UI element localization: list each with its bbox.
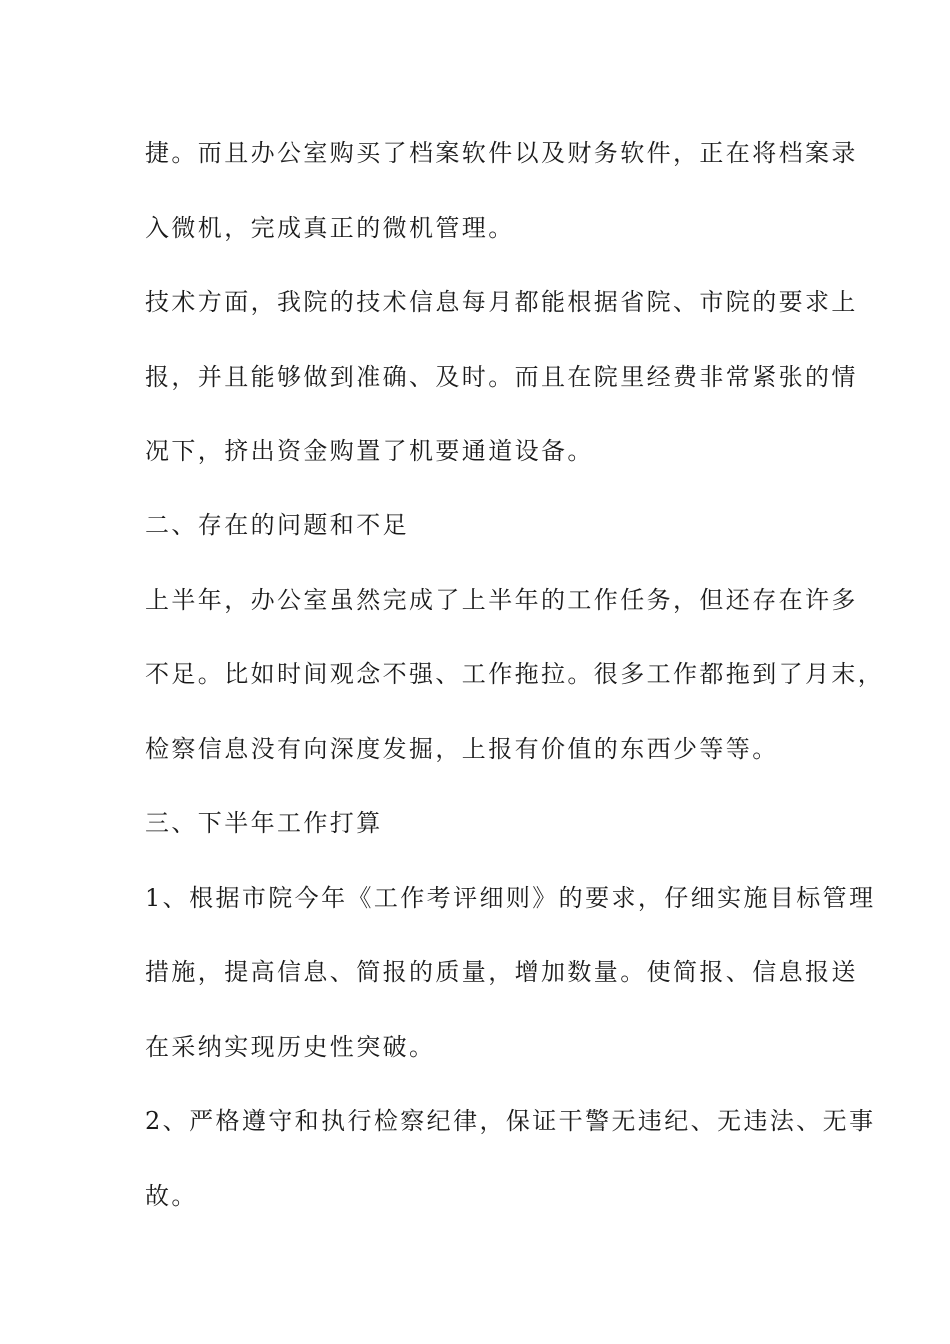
paragraph-line: 措施，提高信息、简报的质量，增加数量。使简报、信息报送 [145, 958, 858, 986]
paragraph-line: 上半年，办公室虽然完成了上半年的工作任务，但还存在许多 [145, 586, 858, 614]
paragraph-line: 不足。比如时间观念不强、工作拖拉。很多工作都拖到了月末， [145, 660, 885, 688]
paragraph-line: 技术方面，我院的技术信息每月都能根据省院、市院的要求上 [145, 288, 858, 316]
paragraph-line: 况下，挤出资金购置了机要通道设备。 [145, 437, 594, 465]
paragraph-line: 入微机，完成真正的微机管理。 [145, 214, 515, 242]
paragraph-line: 2、严格遵守和执行检察纪律，保证干警无违纪、无违法、无事 [145, 1107, 876, 1135]
section-heading: 三、下半年工作打算 [145, 809, 383, 837]
paragraph-line: 在采纳实现历史性突破。 [145, 1033, 436, 1061]
section-heading: 二、存在的问题和不足 [145, 511, 409, 539]
paragraph-line: 1、根据市院今年《工作考评细则》的要求，仔细实施目标管理 [145, 884, 876, 912]
paragraph-line: 故。 [145, 1182, 198, 1210]
paragraph-line: 捷。而且办公室购买了档案软件以及财务软件，正在将档案录 [145, 139, 858, 167]
paragraph-line: 检察信息没有向深度发掘，上报有价值的东西少等等。 [145, 735, 779, 763]
paragraph-line: 报，并且能够做到准确、及时。而且在院里经费非常紧张的情 [145, 363, 858, 391]
